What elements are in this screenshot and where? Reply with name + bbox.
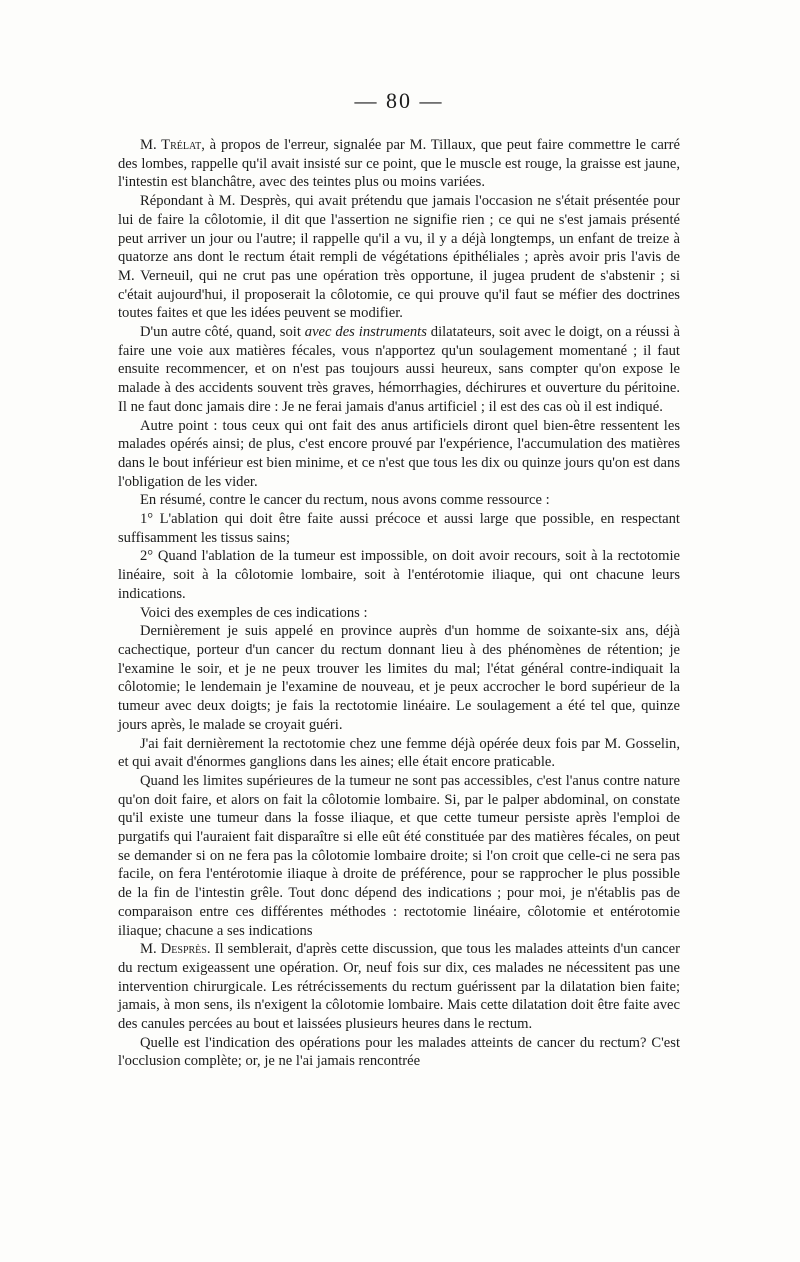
paragraph: Répondant à M. Desprès, qui avait prétendu que jamais l'occasion ne s'était présentée pour lui de faire la côlotomie, il dit que l'assertion ne signifie rien ; ce qui ne s'est jamais présenté peut arriver un jour ou l'autre; il rappelle qu'il a vu, il y a déjà longtemps, un enfant de treize à quatorze ans dont le rectum était rempli de végétations épithéliales ; après avoir pris l'avis de M. Verneuil, qui ne crut pas une opération très opportune, il jugea prudent de s'abstenir ; si c'était aujourd'hui, il proposerait la côlotomie, ce qui prouve qu'il faut se méfier des doctrines toutes faites et que les idées peuvent se modifier. — [118, 193, 680, 322]
paragraph: J'ai fait dernièrement la rectotomie chez une femme déjà opérée deux fois par M. Gosselin, et qui avait d'énormes ganglions dans les aines; elle était encore praticable. — [118, 735, 680, 771]
speaker-name: M. Desprès. — [140, 941, 211, 958]
paragraph-text: D'un autre côté, quand, soit — [140, 324, 305, 341]
paragraph — [118, 323, 680, 417]
list-item-2: 2° Quand l'ablation de la tumeur est impossible, on doit avoir recours, soit à la rectotomie linéaire, soit à la côlotomie lombaire, soit à l'entérotomie iliaque, qui ont chacune leurs indications. — [118, 548, 680, 602]
page-number: — 80 — — [354, 88, 444, 113]
italic-phrase: avec des instruments — [304, 324, 427, 341]
paragraph: Voici des exemples de ces indications : — [140, 604, 368, 621]
paragraph: Dernièrement je suis appelé en province auprès d'un homme de soixante-six ans, déjà cachectique, porteur d'un cancer du rectum donnant lieu à des phénomènes de rétention; je l'examine le soir, et je ne peux trouver les limites du mal; l'état général contre-indiquait la côlotomie; le lendemain je l'examine de nouveau, et je peux accrocher le bord supérieur de la tumeur avec deux doigts; je fais la rectotomie linéaire. Le soulagement a été tel que, quinze jours après, le malade se croyait guéri. — [118, 623, 680, 733]
paragraph-text: à propos de l'erreur, signalée par M. Tillaux, que peut faire commettre le carré des lombes, rappelle qu'il avait insisté sur ce point, que le muscle est rouge, la graisse est jaune, l'intestin est blanchâtre, avec des teintes plus ou moins variées. — [118, 137, 680, 191]
paragraph-despres — [118, 940, 680, 1034]
list-item-1: 1° L'ablation qui doit être faite aussi précoce et aussi large que possible, en respectant suffisamment les tissus sains; — [118, 511, 680, 546]
paragraph-text: dilatateurs, soit avec le doigt, on a réussi à faire une voie aux matières fécales, vous n'apportez qu'un soulagement momentané ; il faut ensuite recommencer, et on n'est pas toujours aussi heureux, sans compter qu'on expose le malade à des accidents souvent très graves, hémorrhagies, déchirures et ouverture du péritoine. Il ne faut donc jamais dire : Je ne ferai jamais d'anus artificiel ; il est des cas où il est indiqué. — [118, 324, 680, 415]
paragraph: Quelle est l'indication des opérations pour les malades atteints de cancer du rectum? C'est l'occlusion complète; or, je ne l'ai jamais rencontrée — [118, 1034, 680, 1070]
paragraph: Autre point : tous ceux qui ont fait des anus artificiels diront quel bien-être ressentent les malades opérés ainsi; de plus, c'est encore prouvé par l'expérience, l'accumulation des matières dans le bout inférieur est bien minime, et ce n'est que tous les dix ou quinze jours qu'on est dans l'obligation de les vider. — [118, 417, 680, 490]
paragraph-text: Il semblerait, d'après cette discussion, que tous les malades atteints d'un cancer du rectum exigeassent une opération. Or, neuf fois sur dix, ces malades ne nécessitent pas une intervention chirurgicale. Les rétrécissements du rectum guérissent par la dilatation bien faite; jamais, à mon sens, ils n'exigent la côlotomie lombaire. Mais cette dilatation doit être faite avec des canules percées au bout et laissées plusieurs heures dans le rectum. — [118, 941, 680, 1033]
paragraph-trelat — [118, 136, 680, 192]
paragraph: Quand les limites supérieures de la tumeur ne sont pas accessibles, c'est l'anus contre nature qu'on doit faire, et alors on fait la côlotomie lombaire. Si, par le palper abdominal, on constate qu'il existe une tumeur dans la fosse iliaque, et que cette tumeur persiste après l'emploi de purgatifs qui l'auraient fait disparaître si elle eût été constituée par des matières fécales, on peut se demander si on ne fera pas la côlotomie lombaire droite; si l'on croit que celle-ci ne sera pas facile, on fera l'entérotomie iliaque à droite de préférence, pour se rapprocher le plus possible de la fin de l'intestin grêle. Tout donc dépend des indications ; pour moi, je n'établis pas de comparaison entre ces différentes méthodes : rectotomie linéaire, côlotomie et entérotomie iliaque; chacune a ses indications — [118, 772, 680, 939]
paragraph: En résumé, contre le cancer du rectum, nous avons comme ressource : — [140, 492, 550, 509]
speaker-name: M. Trélat, — [140, 137, 205, 153]
